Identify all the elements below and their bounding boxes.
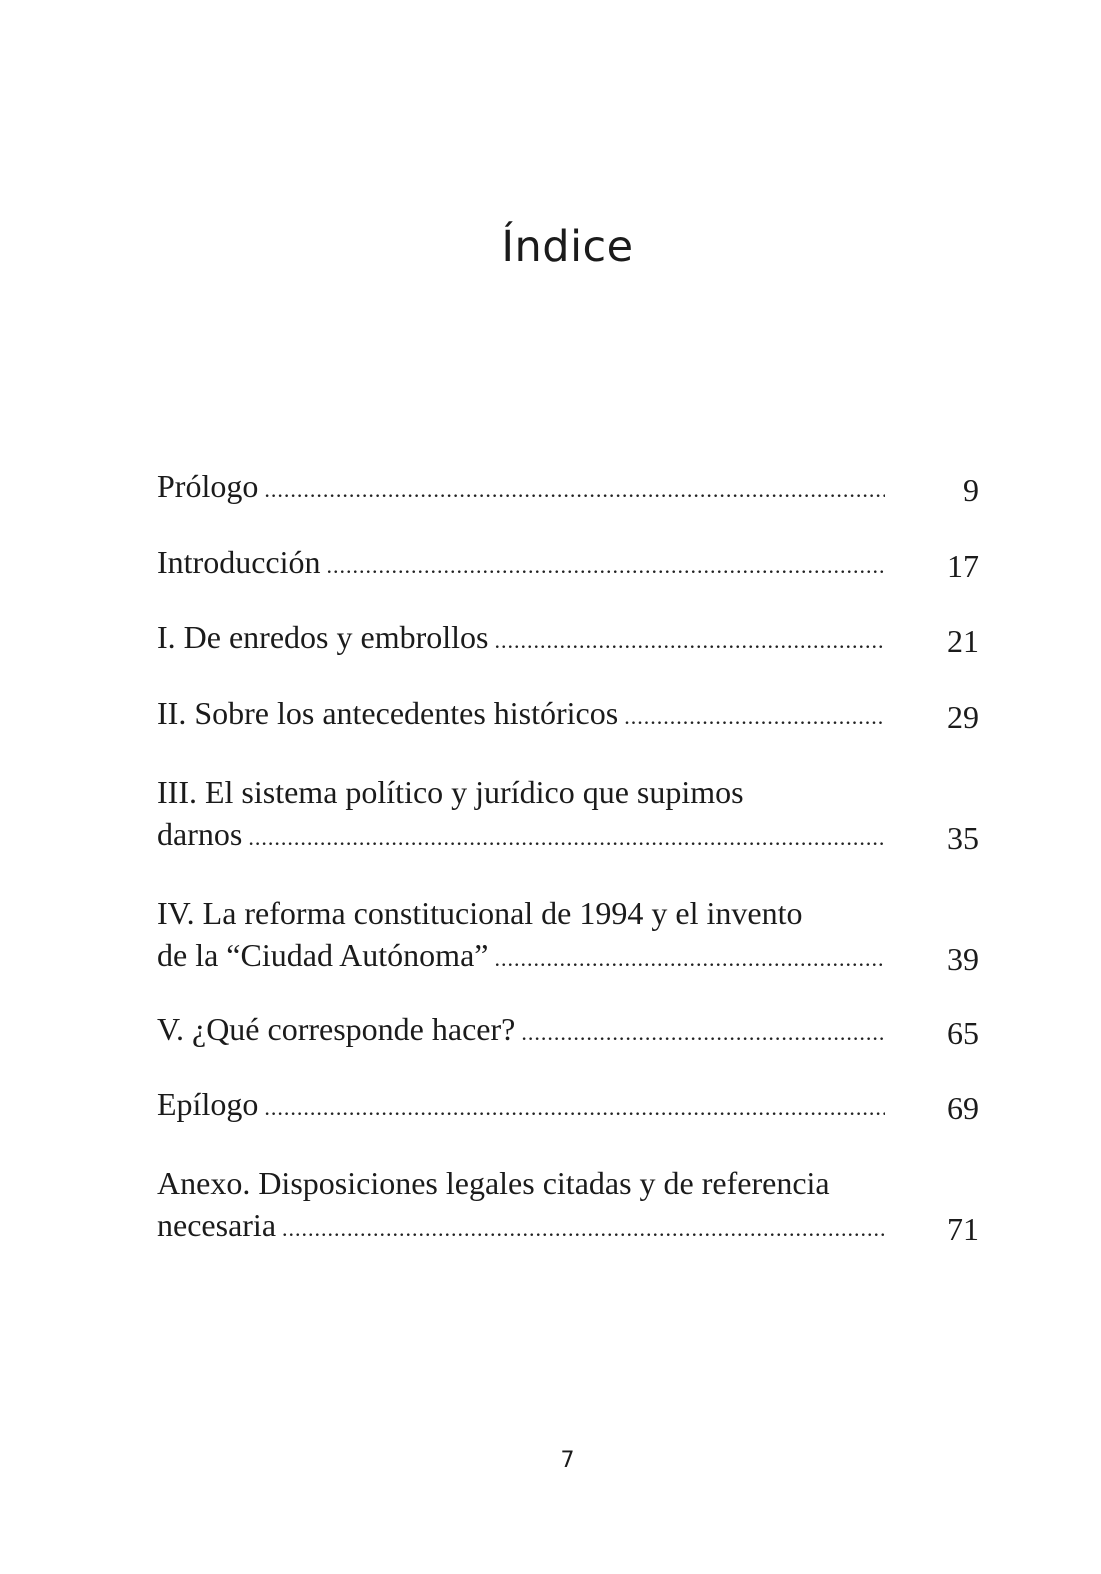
toc-page-number: 35 [947,820,979,856]
toc-page-number: 71 [947,1211,979,1247]
toc-entry-chapter-1[interactable] [157,621,979,661]
toc-entry-prologo[interactable] [157,470,979,510]
toc-entry-title-line-1: III. El sistema político y jurídico que supimos [157,774,744,810]
toc-page-number: 21 [947,623,979,659]
dot-leader [264,470,885,510]
toc-entry-chapter-4[interactable] [157,893,979,979]
dot-leader [282,1209,885,1249]
toc-entry-title-line-1: IV. La reforma constitucional de 1994 y el invento [157,895,803,931]
toc-page-number: 9 [963,472,979,508]
dot-leader [624,697,885,737]
toc-entry-title: necesaria [157,1207,277,1243]
dot-leader [327,546,886,586]
toc-entry-chapter-5[interactable] [157,1013,979,1053]
toc-entry-anexo[interactable] [157,1163,979,1249]
toc-entry-title: Epílogo [157,1086,259,1122]
toc-page-number: 29 [947,699,979,735]
toc-entry-title: darnos [157,816,243,852]
dot-leader [494,939,885,979]
toc-page-number: 17 [947,548,979,584]
toc-entry-title: Introducción [157,544,321,580]
dot-leader [248,818,885,858]
page-number: 7 [560,1448,575,1473]
page-title: Índice [501,222,634,272]
toc-entry-introduccion[interactable] [157,546,979,586]
dot-leader [521,1013,885,1053]
dot-leader [494,621,885,661]
toc-entry-title: V. ¿Qué corresponde hacer? [157,1011,516,1047]
toc-entry-chapter-2[interactable] [157,697,979,737]
toc-page-number: 39 [947,941,979,977]
toc-entry-title-line-1: Anexo. Disposiciones legales citadas y de referencia [157,1165,830,1201]
toc-entry-title: I. De enredos y embrollos [157,619,489,655]
toc-page-number: 65 [947,1015,979,1051]
toc-entry-title: de la “Ciudad Autónoma” [157,937,489,973]
toc-entry-epilogo[interactable] [157,1088,979,1128]
toc-entry-chapter-3[interactable] [157,772,979,858]
toc-entry-title: Prólogo [157,468,259,504]
dot-leader [264,1088,885,1128]
toc-page-number: 69 [947,1090,979,1126]
toc-entry-title: II. Sobre los antecedentes históricos [157,695,619,731]
